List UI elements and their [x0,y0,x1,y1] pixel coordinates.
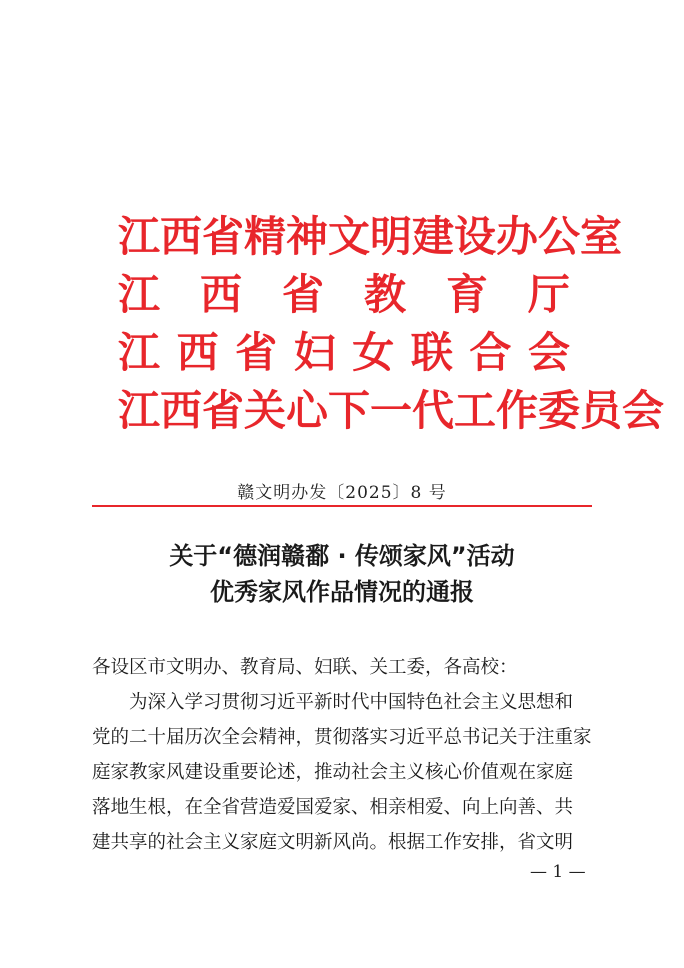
issuer-2-char: 厅 [527,270,570,319]
document-title [0,538,684,610]
issuer-line-4 [118,382,665,440]
issuer-line-3 [118,324,570,382]
title-line-2: 优秀家风作品情况的通报 [210,578,474,606]
issuer-3-char: 江 [118,328,161,377]
red-separator-line [92,505,592,507]
issuer-2-char: 教 [363,270,406,319]
paragraph-line: 建共享的社会主义家庭文明新风尚。根据工作安排，省文明 [92,832,574,853]
paragraph-line: 党的二十届历次全会精神，贯彻落实习近平总书记关于注重家 [92,727,592,748]
issuer-3-char: 省 [235,328,278,377]
issuer-2-char: 江 [118,270,161,319]
document-body [92,650,592,860]
issuer-3-char: 妇 [293,328,336,377]
issuer-2-char: 省 [281,270,324,319]
issuer-line-2 [118,266,570,324]
issuer-3-char: 联 [410,328,453,377]
issuer-1-text: 江西省精神文明建设办公室 [118,212,623,261]
issuer-3-char: 会 [527,328,570,377]
issuer-2-char: 育 [445,270,488,319]
issuer-3-char: 女 [352,328,395,377]
salutation: 各设区市文明办、教育局、妇联、关工委，各高校： [92,657,518,678]
paragraph-line: 为深入学习贯彻习近平新时代中国特色社会主义思想和 [129,692,574,713]
paragraph-line: 落地生根，在全省营造爱国爱家、相亲相爱、向上向善、共 [92,797,574,818]
paragraph-line: 庭家教家风建设重要论述，推动社会主义核心价值观在家庭 [92,762,574,783]
issuer-3-char: 合 [469,328,512,377]
issuer-3-char: 西 [176,328,219,377]
title-line-1: 关于“德润赣鄱 · 传颂家风”活动 [169,542,515,570]
issuer-4-text: 江西省关心下一代工作委员会 [118,386,665,435]
document-number: 赣文明办发〔2025〕8 号 [237,483,447,503]
page-number: — 1 — [530,862,586,882]
issuing-authorities [118,208,665,440]
issuer-2-char: 西 [199,270,242,319]
issuer-line-1 [118,208,623,266]
